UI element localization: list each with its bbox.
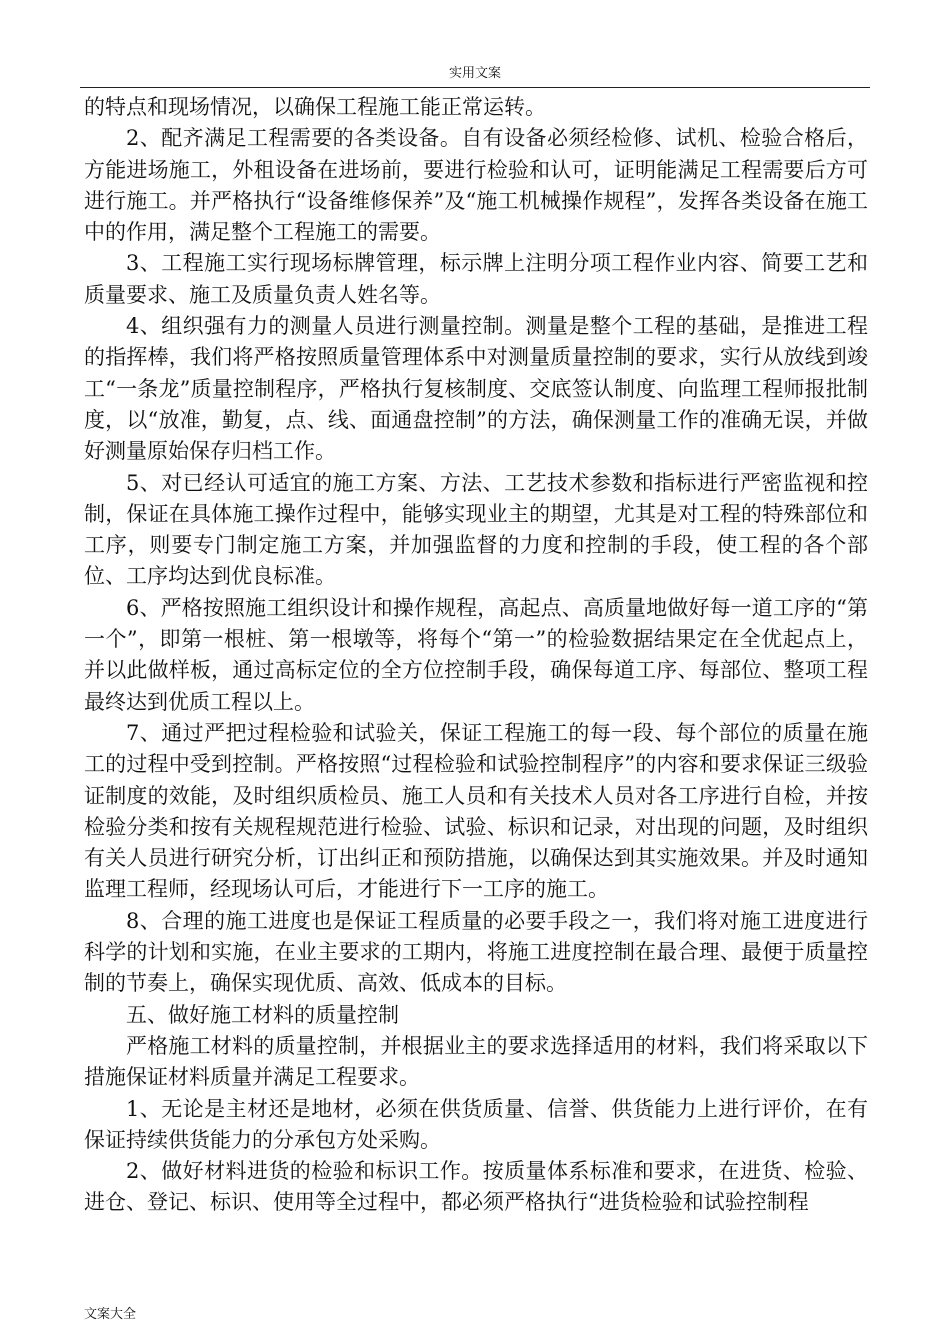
paragraph-continuation: 的特点和现场情况，以确保工程施工能正常运转。 xyxy=(84,95,546,119)
section-heading-materials: 五、做好施工材料的质量控制 xyxy=(126,1002,399,1027)
paragraph-item-8-schedule: 8、合理的施工进度也是保证工程质量的必要手段之一，我们将对施工进度进行科学的计划和实施，在业主要求的工期内，将施工进度控制在最合理、最便于质量控制的节奏上，确保实现优质、高效、低成本的目标。 xyxy=(84,908,868,996)
document-body xyxy=(84,92,868,1219)
header-divider xyxy=(80,87,870,88)
paragraph-item-5-monitoring: 5、对已经认可适宜的施工方案、方法、工艺技术参数和指标进行严密监视和控制，保证在具体施工操作过程中，能够实现业主的期望，尤其是对工程的特殊部位和工序，则要专门制定施工方案，并加强监督的力度和控制的手段，使工程的各个部位、工序均达到优良标准。 xyxy=(84,470,868,589)
paragraph-item-2-equipment: 2、配齐满足工程需要的各类设备。自有设备必须经检修、试机、检验合格后，方能进场施工，外租设备在进场前，要进行检验和认可，证明能满足工程需要后方可进行施工。并严格执行“设备维修保养”及“施工机械操作规程”，发挥各类设备在施工中的作用，满足整个工程施工的需要。 xyxy=(84,126,868,245)
paragraph-materials-item-1: 1、无论是主材还是地材，必须在供货质量、信誉、供货能力上进行评价，在有保证持续供货能力的分承包方处采购。 xyxy=(84,1096,868,1152)
paragraph-item-3-signboard: 3、工程施工实行现场标牌管理，标示牌上注明分项工程作业内容、简要工艺和质量要求、施工及质量负责人姓名等。 xyxy=(84,251,868,307)
page-footer: 文案大全 xyxy=(84,1307,137,1322)
paragraph-item-7-inspection: 7、通过严把过程检验和试验关，保证工程施工的每一段、每个部位的质量在施工的过程中受到控制。严格按照“过程检验和试验控制程序”的内容和要求保证三级验证制度的效能，及时组织质检员、施工人员和有关技术人员对各工序进行自检，并按检验分类和按有关规程规范进行检验、试验、标识和记录，对出现的问题，及时组织有关人员进行研究分析，订出纠正和预防措施，以确保达到其实施效果。并及时通知监理工程师，经现场认可后，才能进行下一工序的施工。 xyxy=(84,720,868,902)
paragraph-materials-intro: 严格施工材料的质量控制，并根据业主的要求选择适用的材料，我们将采取以下措施保证材料质量并满足工程要求。 xyxy=(84,1033,868,1090)
paragraph-item-6-first-piece: 6、严格按照施工组织设计和操作规程，高起点、高质量地做好每一道工序的“第一个”，即第一根桩、第一根墩等，将每个“第一”的检验数据结果定在全优起点上，并以此做样板，通过高标定位的全方位控制手段，确保每道工序、每部位、整项工程最终达到优质工程以上。 xyxy=(84,595,868,714)
paragraph-materials-item-2: 2、做好材料进货的检验和标识工作。按质量体系标准和要求，在进货、检验、进仓、登记、标识、使用等全过程中，都必须严格执行“进货检验和试验控制程 xyxy=(84,1159,868,1215)
paragraph-item-4-survey: 4、组织强有力的测量人员进行测量控制。测量是整个工程的基础，是推进工程的指挥棒，我们将严格按照质量管理体系中对测量质量控制的要求，实行从放线到竣工“一条龙”质量控制程序，严格执行复核制度、交底签认制度、向监理工程师报批制度，以“放准，勤复，点、线、面通盘控制”的方法，确保测量工作的准确无误，并做好测量原始保存归档工作。 xyxy=(84,314,868,464)
page-header: 实用文案 xyxy=(448,66,501,81)
